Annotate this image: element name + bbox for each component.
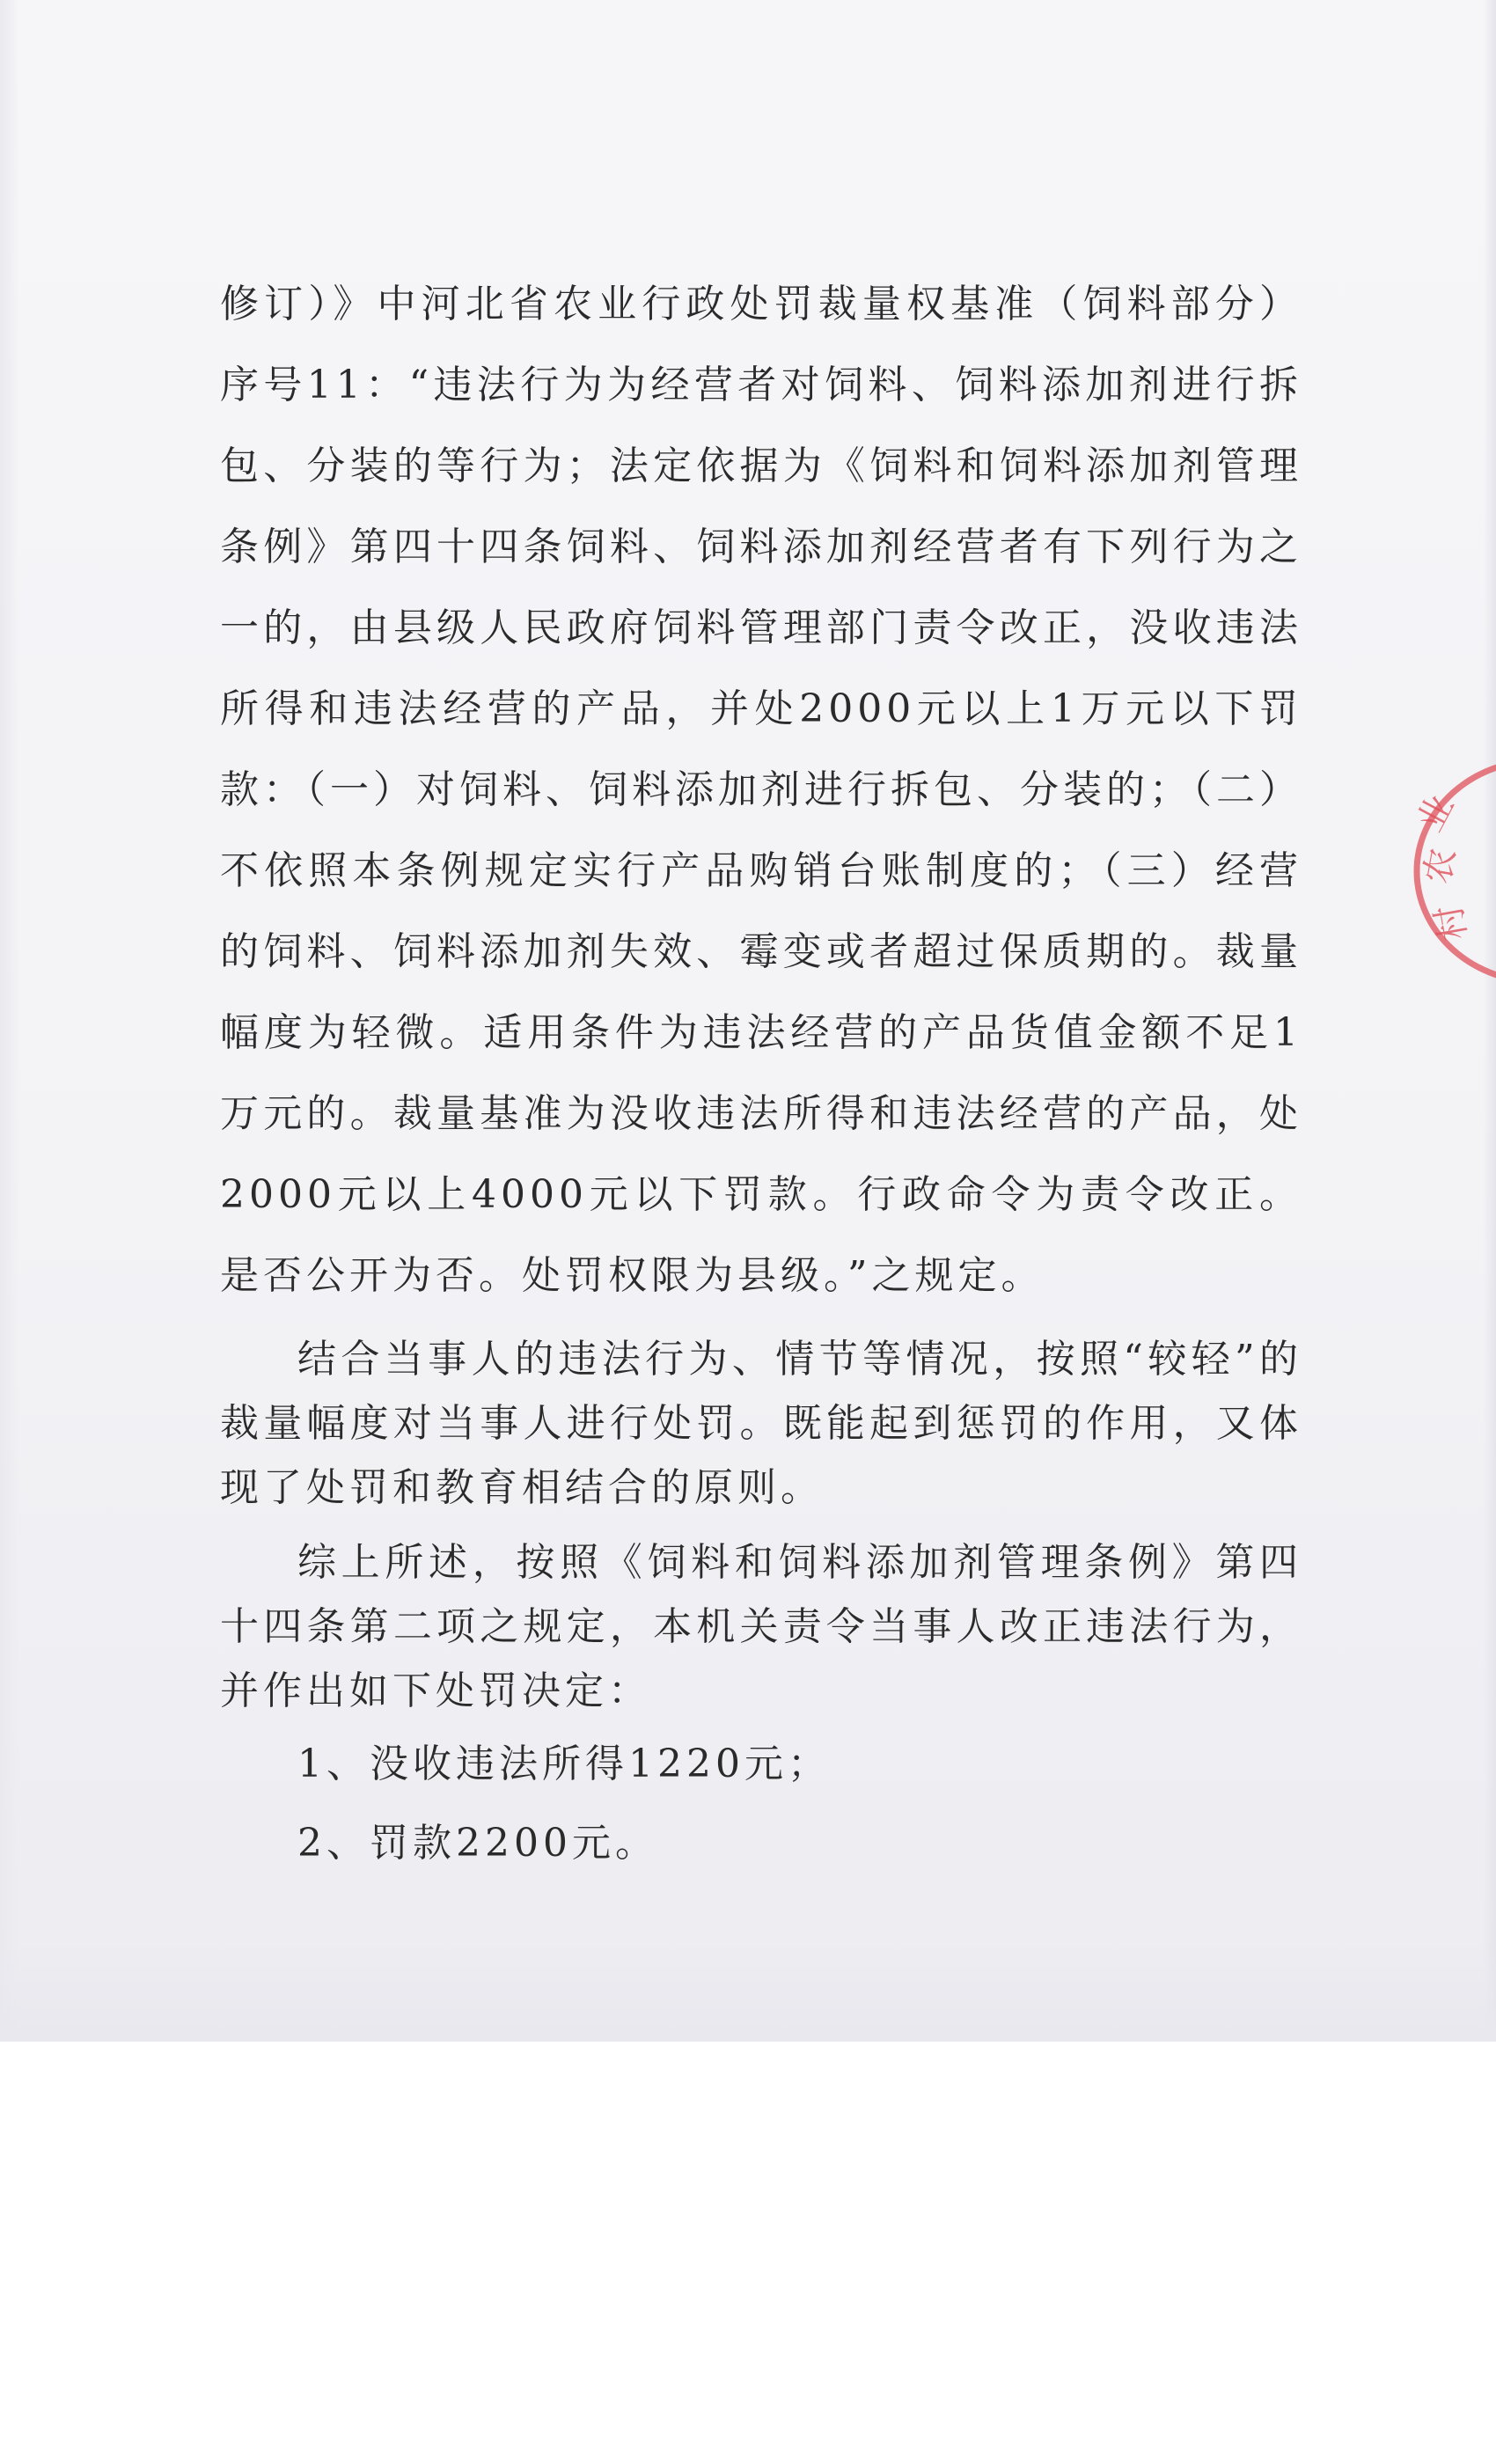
paragraph-discretion: 结合当事人的违法行为、情节等情况，按照“较轻”的裁量幅度对当事人进行处罚。既能起到惩罚的作用，又体现了处罚和教育相结合的原则。: [220, 1337, 1302, 1510]
scan-left-shadow: [0, 0, 19, 2042]
seal-character: 农: [1417, 845, 1463, 887]
seal-character: 村: [1428, 901, 1475, 944]
seal-character: 业: [1410, 788, 1463, 839]
decision-item-fine: 2、罚款2200元。: [297, 1821, 658, 1866]
paragraph-conclusion: 综上所述，按照《饲料和饲料添加剂管理条例》第四十四条第二项之规定，本机关责令当事人改正违法行为，并作出如下处罚决定：: [220, 1540, 1302, 1713]
decision-item-confiscation: 1、没收违法所得1220元；: [297, 1742, 831, 1786]
paragraph-legal-basis: 修订）》中河北省农业行政处罚裁量权基准（饲料部分）序号11：“违法行为为经营者对饲料、饲料添加剂进行拆包、分装的等行为；法定依据为《饲料和饲料添加剂管理条例》第四十四条饲料、饲料添加剂经营者有下列行为之一的，由县级人民政府饲料管理部门责令改正，没收违法所得和违法经营的产品，并处2000元以上1万元以下罚款：（一）对饲料、饲料添加剂进行拆包、分装的；（二）不依照本条例规定实行产品购销台账制度的；（三）经营的饲料、饲料添加剂失效、霉变或者超过保质期的。裁量幅度为轻微。适用条件为违法经营的产品货值金额不足1万元的。裁量基准为没收违法所得和违法经营的产品，处2000元以上4000元以下罚款。行政命令为责令改正。是否公开为否。处罚权限为县级。”之规定。: [220, 282, 1303, 1298]
scan-right-shadow: [1484, 0, 1496, 2042]
seal-stamp-icon: [1408, 757, 1496, 986]
official-seal-fragment: [1408, 757, 1496, 986]
penalty-decision-list: [220, 1725, 1302, 1883]
document-body: [220, 264, 1302, 1883]
scan-bottom-shadow: [0, 1945, 1496, 2042]
